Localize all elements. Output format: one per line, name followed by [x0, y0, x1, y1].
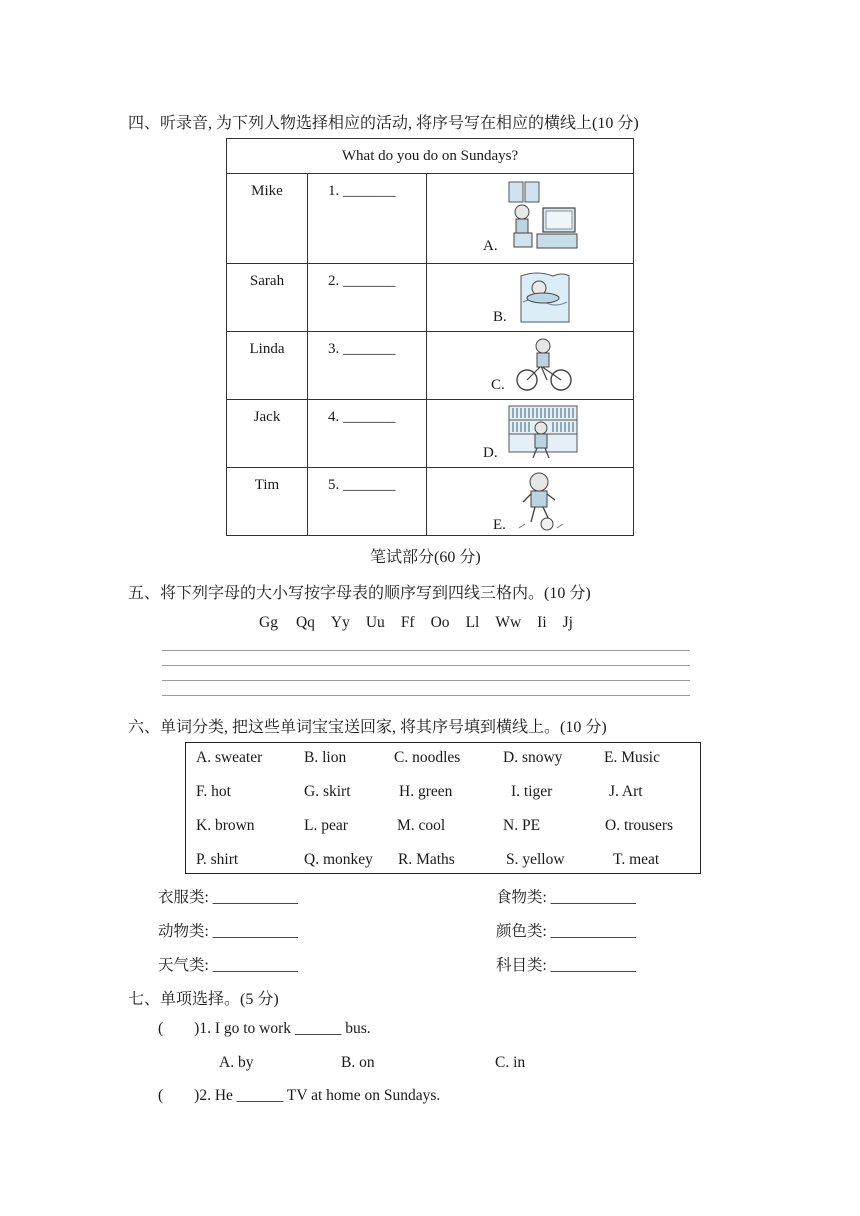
letter-pair: Oo	[430, 614, 450, 631]
category-colors[interactable]: 颜色类: ___________	[496, 923, 636, 940]
word-item: E. Music	[604, 749, 660, 766]
person-name: Mike	[251, 183, 283, 199]
section5-heading: 五、将下列字母的大小写按字母表的顺序写到四线三格内。(10 分)	[128, 585, 591, 602]
table-row	[227, 174, 634, 264]
section4-heading: 四、听录音, 为下列人物选择相应的活动, 将序号写在相应的横线上(10 分)	[128, 115, 639, 132]
category-subjects[interactable]: 科目类: ___________	[496, 957, 636, 974]
person-name: Tim	[254, 477, 280, 493]
four-line-writing-area[interactable]	[162, 650, 690, 710]
question-1[interactable]: ( )1. I go to work ______ bus.	[158, 1020, 371, 1037]
question-2[interactable]: ( )2. He ______ TV at home on Sundays.	[158, 1087, 441, 1104]
word-item: O. trousers	[605, 817, 674, 834]
letter-pair: Ll	[465, 614, 480, 631]
table-row	[227, 400, 634, 468]
answer-blank[interactable]: 3. _______	[328, 341, 396, 357]
category-clothes[interactable]: 衣服类: ___________	[158, 889, 298, 906]
word-item: L. pear	[304, 817, 348, 834]
answer-blank[interactable]: 5. _______	[328, 477, 396, 493]
letter-pair: Ff	[400, 614, 415, 631]
letter-pair: Qq	[295, 614, 315, 631]
word-item: M. cool	[397, 817, 446, 834]
letter-pair: Ii	[537, 614, 547, 631]
answer-blank[interactable]: 1. _______	[328, 183, 396, 199]
word-item: I. tiger	[511, 783, 553, 800]
word-item: N. PE	[503, 817, 541, 834]
letter-pair: Jj	[562, 614, 573, 631]
table-title: What do you do on Sundays?	[227, 139, 634, 174]
section6-heading: 六、单词分类, 把这些单词宝宝送回家, 将其序号填到横线上。(10 分)	[128, 719, 607, 736]
letter-pair: Ww	[495, 614, 522, 631]
word-item: S. yellow	[506, 851, 565, 868]
word-item: C. noodles	[394, 749, 461, 766]
word-item: J. Art	[609, 783, 643, 800]
person-name: Linda	[249, 341, 285, 357]
table-row	[227, 264, 634, 332]
word-item: F. hot	[196, 783, 231, 800]
option-letter: E.	[493, 517, 506, 533]
word-item: H. green	[399, 783, 453, 800]
option-letter: B.	[493, 309, 507, 325]
category-animals[interactable]: 动物类: ___________	[158, 923, 298, 940]
table-row	[227, 468, 634, 536]
word-item: G. skirt	[304, 783, 351, 800]
word-item: P. shirt	[196, 851, 239, 868]
person-name: Sarah	[249, 273, 285, 289]
section7-heading: 七、单项选择。(5 分)	[128, 991, 279, 1008]
letter-pair: Uu	[365, 614, 385, 631]
table-row	[227, 332, 634, 400]
listening-table	[226, 138, 634, 536]
q1-option-b[interactable]: B. on	[341, 1054, 375, 1071]
person-name: Jack	[253, 409, 281, 425]
tv-watching-illustration	[505, 180, 579, 254]
category-food[interactable]: 食物类: ___________	[496, 889, 636, 906]
word-item: Q. monkey	[304, 851, 373, 868]
word-box	[185, 742, 701, 874]
answer-blank[interactable]: 4. _______	[328, 409, 396, 425]
cycling-illustration	[513, 336, 575, 394]
option-letter: C.	[491, 377, 505, 393]
option-letter: A.	[483, 238, 498, 254]
letter-pair: Yy	[330, 614, 350, 631]
word-item: A. sweater	[196, 749, 263, 766]
word-item: K. brown	[196, 817, 255, 834]
letter-pair: Gg	[259, 614, 278, 631]
written-part-title: 笔试部分(60 分)	[370, 549, 481, 566]
word-item: T. meat	[613, 851, 660, 868]
word-item: R. Maths	[398, 851, 455, 868]
swimming-illustration	[517, 268, 573, 326]
q1-option-a[interactable]: A. by	[219, 1054, 254, 1071]
option-letter: D.	[483, 445, 498, 461]
category-weather[interactable]: 天气类: ___________	[158, 957, 298, 974]
word-item: B. lion	[304, 749, 347, 766]
library-illustration	[507, 404, 579, 460]
word-item: D. snowy	[503, 749, 563, 766]
answer-blank[interactable]: 2. _______	[328, 273, 396, 289]
letter-list	[259, 614, 573, 632]
q1-option-c[interactable]: C. in	[495, 1054, 526, 1071]
football-illustration	[517, 470, 565, 532]
